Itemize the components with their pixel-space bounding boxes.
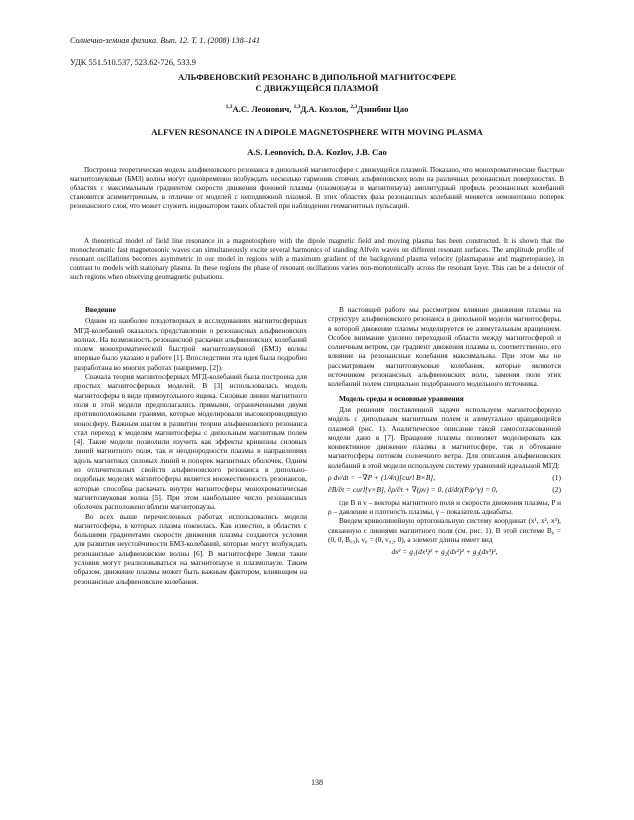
intro-paragraph-4: В настоящей работе мы рассмотрим влияние движения плазмы на структуру альфвеновского резонанса в дипольной модели магнитосферы, в которой движение плазмы моделируется ее азимутальным вращением. Особое внимание уделено переходной области между магнитосферой и солнечным ветром, где градиент движения плазмы и, соответственно, его влияние на резонансные колебания максимальны. При этом мы не рассматриваем магнитозвуковые колебания, которые являются источником резонансных альфвеновских волн, заменяя поле этих колебаний полем специально подобранного модельного источника. [328, 305, 561, 389]
title-ru-line2: С ДВИЖУЩЕЙСЯ ПЛАЗМОЙ [255, 82, 379, 93]
abstract-english: A theoretical model of field line resonance in a magnetosphere with the dipole magnetic field and moving plasma has been constructed. It is shown that the monochromatic fast magnetosonic waves can simultaneously excite several harmonics of standing Alfvén waves on different resonant surfaces. The amplitude profile of resonant oscillations becomes asymmetric in our model in regions with a maximum gradient of the background plasma velocity (plasmapause and magnetopause), in contrast to models with stationary plasma. In these regions the phase of resonant oscillations varies non-monotonically across the resonant layer. This can be a detector of such regions when observing geomagnetic pulsations. [70, 237, 564, 282]
section-heading-introduction: Введение [85, 305, 116, 314]
equation-3 [328, 547, 561, 556]
journal-header: Солнечно-земная физика. Вып. 12. Т. 1. (2008) 138–141 [70, 36, 261, 45]
author3-name: Дзинбин Цао [357, 104, 409, 114]
title-russian [70, 72, 564, 93]
equation-2-body: ∂B/∂t = curl[v×B], ∂ρ/∂t + ∇(ρv) = 0, (d/dt)(P/ρ^γ) = 0, [328, 485, 498, 495]
udc-code: УДК 551.510.537, 523.62-726, 533.9 [70, 58, 196, 67]
intro-paragraph-3: Во всех выше перечисленных работах использовались модели магнитосферы, в которых плазма покоилась. Как известно, в областях с большими градиентами скорости движения плазмы создаются условия для развития неустойчивости БМЗ-колебаний, которые могут возбуждать резонансные альфвеновские волны [6]. В магнитосфере Земли такие условия могут реализовываться на магнитопаузе и плазмопаузе. Таким образом, движение плазмы может быть важным фактором, влияющим на резонансные альфвеновские колебания. [74, 511, 307, 586]
authors-english: A.S. Leonovich, D.A. Kozlov, J.B. Cao [247, 147, 387, 157]
page-number: 138 [311, 778, 323, 787]
author1-affiliation: 1,3 [225, 104, 233, 111]
equation-1-number: (1) [552, 473, 561, 483]
model-paragraph-2: где B и v – векторы магнитного поля и скорости движения плазмы, P и ρ – давление и плотность плазмы, γ – показатель адиабаты. [328, 497, 561, 516]
equation-3-body: ds² = g₁(dx¹)² + g₂(dx²)² + g₃(dx³)², [391, 547, 498, 557]
equation-1 [328, 473, 561, 482]
section-heading-model: Модель среды и основные уравнения [339, 393, 464, 403]
title-english: ALFVEN RESONANCE IN A DIPOLE MAGNETOSPHERE WITH MOVING PLASMA [151, 127, 483, 137]
authors-russian [70, 104, 564, 114]
abstract-russian: Построена теоретическая модель альфвеновского резонанса в дипольной магнитосфере с движущейся плазмой. Показано, что монохроматические быстрые магнитозвуковые (БМЗ) волны могут одновременно возбуждать несколько гармоник стоячих альфвеновских волн на различных резонансных поверхностях. В областях с максимальным градиентом скорости движения фоновой плазмы (плазмопауза и магнитопауза) амплитудный профиль резонансных колебаний становится асимметричным, в отличие от моделей с неподвижной плазмой. В этих областях фаза резонансных колебаний меняется немонотонно поперек резонансного слоя, что может служить индикатором таких областей при наблюдении геомагнитных пульсаций. [70, 166, 564, 211]
author2-affiliation: 1,3 [293, 104, 301, 111]
intro-paragraph-1: Одним из наиболее плодотворных в исследованиях магнитосферных МГД-колебаний оказалось представление о резонансных альфвеновских волнах. На возможность резонансной раскачки альфвеновских колебаний полем монохроматической быстрой магнитозвуковой (БМЗ) волны впервые было указано в работе [1]. Впоследствии эта идея была подробно разработана во многих работах (например, [2]). [74, 316, 307, 372]
intro-paragraph-2: Сначала теория магнитосферных МГД-колебаний была построена для простых магнитосферных моделей. В [3] использовалась модель магнитосферы в виде прямоугольного ящика. Силовые линии магнитного поля в этой модели предполагались прямыми, ограниченными двумя противоположными гранями, которые моделировали высокопроводящую ионосферу. Важным шагом в развитии теории альфвеновского резонанса стал переход к моделям магнитосферы с дипольным магнитным полем [4]. Такие модели позволили изучить как эффекты кривизны силовых линий магнитного поля, так и неоднородности плазмы в направлениях вдоль магнитных силовых линий и поперек магнитных оболочек. Одним из отличительных свойств альфвеновского резонанса в дипольно-подобных моделях магнитосферы является множественность резонансов, которые способна раскачать внутри магнитосферы монохроматическая магнитозвуковая волна [5]. При этом наибольшее число резонансных оболочек расположено вблизи магнитопаузы. [74, 372, 307, 512]
author3-affiliation: 2,3 [350, 104, 358, 111]
title-ru-line1: АЛЬФВЕНОВСКИЙ РЕЗОНАНС В ДИПОЛЬНОЙ МАГНИТОСФЕРЕ [178, 72, 456, 82]
equation-2-number: (2) [552, 485, 561, 495]
author2-name: Д.А. Козлов, [300, 104, 351, 114]
author1-name: А.С. Леонович, [232, 104, 294, 114]
equation-2 [328, 485, 561, 494]
left-column [74, 305, 307, 586]
right-column [328, 305, 561, 559]
model-paragraph-3: Введем криволинейную ортогональную систему координат (x¹, x², x³), связанную с линиями магнитного поля (см. рис. 1). В этой системе B₀ = (0, 0, B₀₃), v₀ = (0, v₀₂, 0), а элемент длины имеет вид [328, 516, 561, 544]
model-paragraph-1: Для решения поставленной задачи используем магнитосферную модель с дипольным магнитным полем и азимутально вращающейся плазмой (рис. 1). Аналитическое описание такой самосогласованной модели дано в [7]. Вращение плазмы позволяет моделировать как конвективное движение плазмы в магнитосфере, так и обтекание магнитосферы потоком солнечного ветра. Для описания альфвеновских колебаний в этой модели используем систему уравнений идеальной МГД: [328, 404, 561, 470]
equation-1-body: ρ dv/dt = −∇P + (1/4π)[curl B×B], [328, 473, 436, 483]
